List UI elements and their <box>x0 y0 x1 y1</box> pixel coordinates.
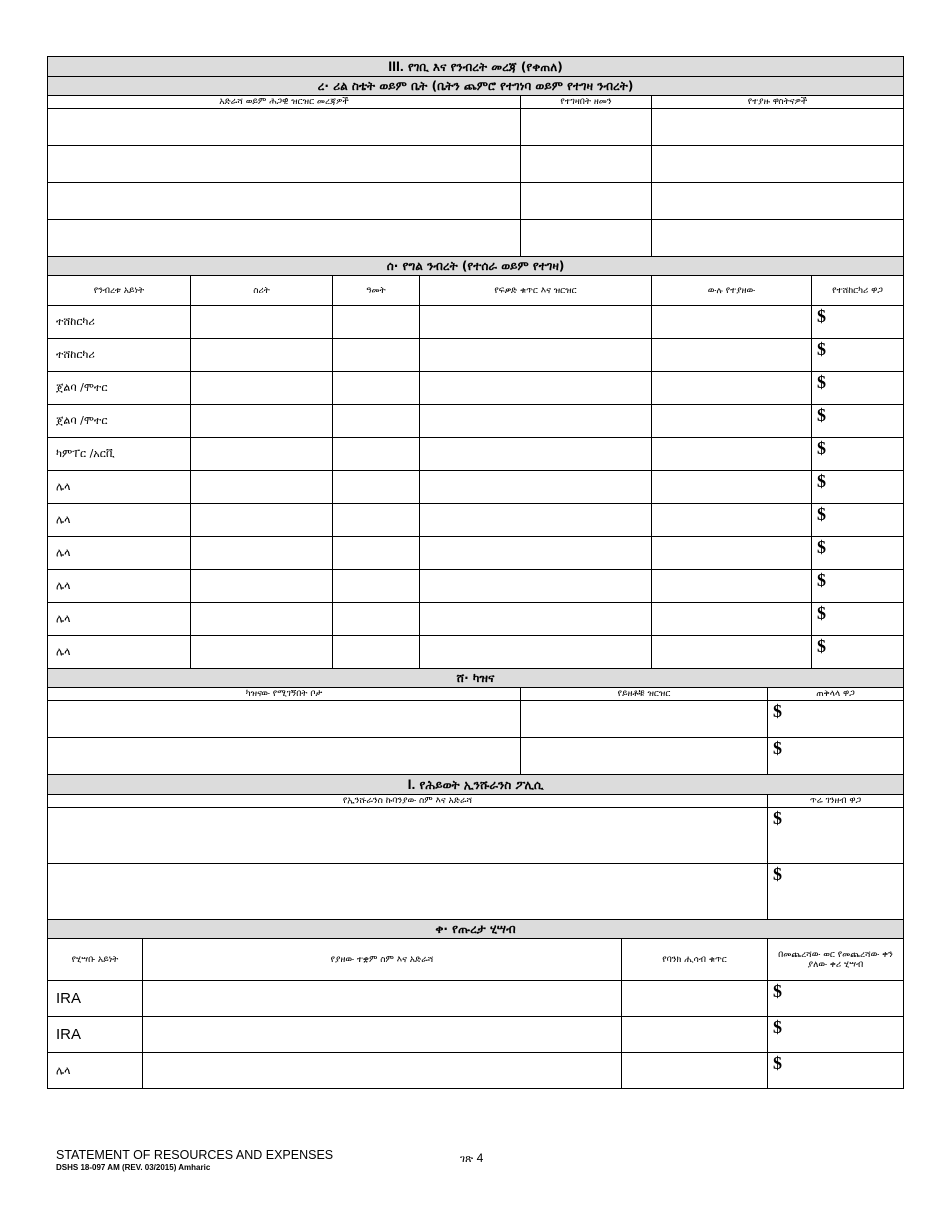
account-number-1[interactable] <box>622 981 768 1017</box>
property-year-3[interactable] <box>333 372 420 405</box>
header-make: ስሪት <box>191 276 333 306</box>
real-estate-address-1[interactable] <box>48 109 521 146</box>
burial-value-1[interactable] <box>768 701 904 738</box>
property-lien-holder-2[interactable] <box>652 339 812 372</box>
property-type-11: ሌላ <box>48 636 191 669</box>
real-estate-year-3[interactable] <box>521 183 652 220</box>
real-estate-year-4[interactable] <box>521 220 652 257</box>
dollar-sign: $ <box>773 701 782 721</box>
personal-property-row <box>48 306 904 339</box>
account-number-2[interactable] <box>622 1017 768 1053</box>
dollar-sign: $ <box>773 808 782 828</box>
header-address: አድራሻ ወይም ሕጋዊ ዝርዝር መረጃዎች <box>48 96 521 109</box>
property-make-8[interactable] <box>191 537 333 570</box>
header-year: ዓመት <box>333 276 420 306</box>
personal-property-row <box>48 339 904 372</box>
dollar-sign: $ <box>817 636 826 656</box>
header-ending-balance: በመጨረሻው ወር የመጨረሻው ቀን ያለው ቀሪ ሂሣብ <box>768 939 904 981</box>
section-3-numeral: III. <box>388 58 404 74</box>
section-1-numeral: I. <box>407 776 416 792</box>
property-value-8[interactable] <box>812 537 904 570</box>
property-value-1[interactable] <box>812 306 904 339</box>
dollar-sign: $ <box>817 504 826 524</box>
retirement-row <box>48 1017 904 1053</box>
property-year-7[interactable] <box>333 504 420 537</box>
form-page <box>47 56 903 1089</box>
property-license-10[interactable] <box>420 603 652 636</box>
property-lien-holder-6[interactable] <box>652 471 812 504</box>
personal-property-rows <box>48 306 904 669</box>
property-year-8[interactable] <box>333 537 420 570</box>
property-value-2[interactable] <box>812 339 904 372</box>
property-year-6[interactable] <box>333 471 420 504</box>
dollar-sign: $ <box>817 438 826 458</box>
property-license-8[interactable] <box>420 537 652 570</box>
burial-contents-1[interactable] <box>521 701 768 738</box>
property-year-11[interactable] <box>333 636 420 669</box>
property-value-10[interactable] <box>812 603 904 636</box>
real-estate-liens-1[interactable] <box>652 109 904 146</box>
property-lien-holder-8[interactable] <box>652 537 812 570</box>
property-year-2[interactable] <box>333 339 420 372</box>
header-cash-value: ጥሬ ገንዘብ ዋጋ <box>768 795 904 808</box>
property-type-2: ተሸከርካሪ <box>48 339 191 372</box>
property-type-7: ሌላ <box>48 504 191 537</box>
property-make-3[interactable] <box>191 372 333 405</box>
property-make-4[interactable] <box>191 405 333 438</box>
ending-balance-1[interactable] <box>768 981 904 1017</box>
property-type-3: ጀልባ /ሞተር <box>48 372 191 405</box>
dollar-sign: $ <box>817 306 826 326</box>
institution-1[interactable] <box>143 981 622 1017</box>
real-estate-year-2[interactable] <box>521 146 652 183</box>
personal-property-row <box>48 570 904 603</box>
retirement-row <box>48 981 904 1017</box>
dollar-sign: $ <box>817 405 826 425</box>
property-year-9[interactable] <box>333 570 420 603</box>
insurance-value-1[interactable] <box>768 808 904 864</box>
dollar-sign: $ <box>817 570 826 590</box>
header-account-type: የሂሣቡ አይነት <box>48 939 143 981</box>
property-lien-holder-3[interactable] <box>652 372 812 405</box>
property-value-9[interactable] <box>812 570 904 603</box>
property-lien-holder-11[interactable] <box>652 636 812 669</box>
property-year-1[interactable] <box>333 306 420 339</box>
header-year-purchased: የተገዛበት ዘመን <box>521 96 652 109</box>
form-id: DSHS 18-097 AM (REV. 03/2015) Amharic <box>56 1163 211 1172</box>
form-footer <box>56 1148 333 1172</box>
header-location: ካዝናው የሚገኝበት ቦታ <box>48 688 521 701</box>
property-make-1[interactable] <box>191 306 333 339</box>
property-type-10: ሌላ <box>48 603 191 636</box>
header-liens: የተያዙ ዋስትናዎች <box>652 96 904 109</box>
insurance-value-2[interactable] <box>768 864 904 920</box>
real-estate-liens-4[interactable] <box>652 220 904 257</box>
property-lien-holder-4[interactable] <box>652 405 812 438</box>
header-account-number: የባንክ ሒሳብ ቁጥር <box>622 939 768 981</box>
property-year-10[interactable] <box>333 603 420 636</box>
property-lien-holder-7[interactable] <box>652 504 812 537</box>
personal-property-row <box>48 636 904 669</box>
section-1-title: የሕይወት ኢንሹራንስ ፖሊሲ <box>419 778 544 792</box>
property-value-4[interactable] <box>812 405 904 438</box>
dollar-sign: $ <box>773 981 782 1001</box>
form-title: STATEMENT OF RESOURCES AND EXPENSES <box>56 1148 334 1162</box>
personal-property-row <box>48 405 904 438</box>
property-value-3[interactable] <box>812 372 904 405</box>
dollar-sign: $ <box>773 1017 782 1037</box>
property-license-4[interactable] <box>420 405 652 438</box>
property-make-6[interactable] <box>191 471 333 504</box>
personal-property-table <box>47 256 904 669</box>
insurance-company-1[interactable] <box>48 808 768 864</box>
property-year-4[interactable] <box>333 405 420 438</box>
account-number-3[interactable] <box>622 1053 768 1089</box>
property-license-2[interactable] <box>420 339 652 372</box>
insurance-company-2[interactable] <box>48 864 768 920</box>
header-lien-holder: ውሉ የተያዘው <box>652 276 812 306</box>
institution-3[interactable] <box>143 1053 622 1089</box>
ending-balance-2[interactable] <box>768 1017 904 1053</box>
personal-property-row <box>48 438 904 471</box>
header-institution: የያዘው ተቋም ስም እና አድራሻ <box>143 939 622 981</box>
retirement-title: ቀ· የጡረታ ሂሣብ <box>48 920 904 939</box>
dollar-sign: $ <box>817 339 826 359</box>
property-license-7[interactable] <box>420 504 652 537</box>
burial-value-2[interactable] <box>768 738 904 775</box>
property-lien-holder-9[interactable] <box>652 570 812 603</box>
property-make-10[interactable] <box>191 603 333 636</box>
page-number: 4 <box>476 1151 484 1165</box>
property-type-4: ጀልባ /ሞተር <box>48 405 191 438</box>
property-make-11[interactable] <box>191 636 333 669</box>
section-3-title: የገቢ እና የንብረት መረጃ (የቀጠለ) <box>407 60 563 74</box>
personal-property-title: ሰ· የግል ንብረት (የተሰራ ወይም የተገዛ) <box>48 257 904 276</box>
burial-contents-2[interactable] <box>521 738 768 775</box>
property-lien-holder-1[interactable] <box>652 306 812 339</box>
dollar-sign: $ <box>817 603 826 623</box>
real-estate-liens-3[interactable] <box>652 183 904 220</box>
personal-property-row <box>48 471 904 504</box>
page-label: ገጽ <box>460 1152 474 1165</box>
header-insurance-company: የኢንሹራንስ ኩባንያው ስም እና አድራሻ <box>48 795 768 808</box>
personal-property-row <box>48 372 904 405</box>
header-license-description: የፍቃድ ቁጥር እና ዝርዝር <box>420 276 652 306</box>
dollar-sign: $ <box>773 864 782 884</box>
property-type-5: ካምፐር /አርቪ <box>48 438 191 471</box>
retirement-rows <box>48 981 904 1089</box>
real-estate-table <box>47 56 904 257</box>
property-lien-holder-5[interactable] <box>652 438 812 471</box>
page-indicator <box>460 1151 483 1166</box>
property-value-5[interactable] <box>812 438 904 471</box>
account-type-3: ሌላ <box>48 1053 143 1089</box>
real-estate-title: ረ· ሪል ስቴት ወይም ቤት (ቤትን ጨምሮ የተገነባ ወይም የተገዛ ንብረት) <box>48 77 904 96</box>
section-3-heading <box>48 57 904 77</box>
header-total-value: ጠቅላላ ዋጋ <box>768 688 904 701</box>
header-contents: የይዘቶቹ ዝርዝር <box>521 688 768 701</box>
header-property-type: የንብረቱ አይነት <box>48 276 191 306</box>
property-value-6[interactable] <box>812 471 904 504</box>
account-type-1: IRA <box>48 981 143 1017</box>
property-value-7[interactable] <box>812 504 904 537</box>
dollar-sign: $ <box>817 372 826 392</box>
real-estate-year-1[interactable] <box>521 109 652 146</box>
property-make-2[interactable] <box>191 339 333 372</box>
burial-location-1[interactable] <box>48 701 521 738</box>
dollar-sign: $ <box>817 537 826 557</box>
property-license-6[interactable] <box>420 471 652 504</box>
personal-property-row <box>48 504 904 537</box>
property-year-5[interactable] <box>333 438 420 471</box>
property-license-9[interactable] <box>420 570 652 603</box>
property-license-1[interactable] <box>420 306 652 339</box>
real-estate-address-3[interactable] <box>48 183 521 220</box>
personal-property-row <box>48 603 904 636</box>
property-type-8: ሌላ <box>48 537 191 570</box>
dollar-sign: $ <box>773 738 782 758</box>
burial-title: ሸ· ካዝና <box>48 669 904 688</box>
property-type-6: ሌላ <box>48 471 191 504</box>
header-vehicle-value: የተሸከርካሪ ዋጋ <box>812 276 904 306</box>
burial-location-2[interactable] <box>48 738 521 775</box>
ending-balance-3[interactable] <box>768 1053 904 1089</box>
account-type-2: IRA <box>48 1017 143 1053</box>
property-license-11[interactable] <box>420 636 652 669</box>
property-make-5[interactable] <box>191 438 333 471</box>
dollar-sign: $ <box>773 1053 782 1073</box>
real-estate-address-4[interactable] <box>48 220 521 257</box>
dollar-sign: $ <box>817 471 826 491</box>
real-estate-liens-2[interactable] <box>652 146 904 183</box>
retirement-table <box>47 919 904 1089</box>
section-1-heading <box>48 775 904 795</box>
property-make-9[interactable] <box>191 570 333 603</box>
life-insurance-table <box>47 774 904 920</box>
personal-property-row <box>48 537 904 570</box>
property-type-9: ሌላ <box>48 570 191 603</box>
burial-table <box>47 668 904 775</box>
property-license-5[interactable] <box>420 438 652 471</box>
property-value-11[interactable] <box>812 636 904 669</box>
property-type-1: ተሸከርካሪ <box>48 306 191 339</box>
property-make-7[interactable] <box>191 504 333 537</box>
real-estate-address-2[interactable] <box>48 146 521 183</box>
property-license-3[interactable] <box>420 372 652 405</box>
retirement-row <box>48 1053 904 1089</box>
property-lien-holder-10[interactable] <box>652 603 812 636</box>
institution-2[interactable] <box>143 1017 622 1053</box>
